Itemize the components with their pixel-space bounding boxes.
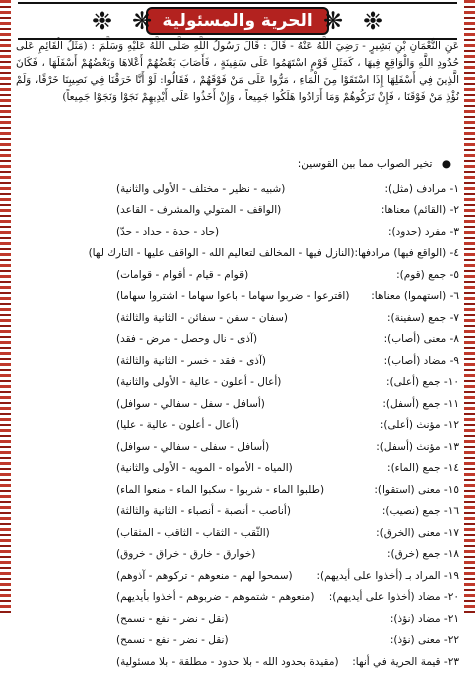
- answer-options: (مقيدة بحدود الله - بلا حدود - مطلقة - بلا مسئولية): [116, 655, 339, 668]
- question-row: [16, 479, 459, 501]
- decorative-border-left: [0, 0, 11, 616]
- bullet-icon: ●: [441, 158, 451, 170]
- answer-options: (المياه - الأمواه - المويه - الأولى والثانية): [116, 462, 293, 475]
- question-label: ٢١- مضاد (نؤذ):: [389, 612, 459, 625]
- question-row: [16, 587, 459, 609]
- question-row: [16, 415, 459, 437]
- question-row: [16, 372, 459, 394]
- question-label: ١- مرادف (مثل):: [384, 182, 459, 195]
- question-row: [16, 651, 459, 673]
- question-row: [16, 522, 459, 544]
- question-label: ٩- مضاد (أصاب):: [383, 354, 459, 367]
- answer-options: (قوام - قيام - أقوام - قوامات): [116, 268, 249, 281]
- answer-options: (سفان - سفن - سفائن - الثانية والثالثة): [116, 311, 289, 324]
- answer-options: (أعال - أعلون - عالية - الأولى والثانية): [116, 376, 282, 389]
- question-label: ١٤- جمع (الماء):: [387, 462, 459, 475]
- question-label: ٢٣- قيمة الحرية في أنها:: [352, 655, 459, 668]
- question-label: ٢٢- معنى (نؤذ):: [389, 634, 459, 647]
- ornament-icon: ❋: [131, 7, 153, 35]
- question-row: [16, 630, 459, 652]
- answer-options: (النازل فيها - المخالف لتعاليم الله - الواقف عليها - التارك لها): [88, 247, 355, 260]
- answer-options: (اقترعوا - ضربوا سهاما - باعوا سهاما - اشتروا سهاما): [116, 290, 350, 303]
- instruction: [298, 158, 451, 170]
- question-row: [16, 243, 459, 265]
- answer-options: (منعوهم - شتموهم - ضربوهم - أخذوا بأيديهم): [116, 591, 315, 604]
- question-label: ١٥- معنى (استقوا):: [374, 483, 459, 496]
- question-row: [16, 501, 459, 523]
- ornament-icon: ❋: [322, 7, 344, 35]
- ornament-icon: ❉: [362, 7, 384, 35]
- question-row: [16, 264, 459, 286]
- answer-options: (حاد - حدة - حداد - حدّ): [116, 225, 220, 238]
- question-label: ٨- معنى (أصاب):: [383, 333, 459, 346]
- question-label: ٦- (استهموا) معناها:: [371, 290, 459, 303]
- page-title: الحرية والمسئولية: [146, 7, 328, 35]
- answer-options: (الواقف - المتولي والمشرف - القاعد): [116, 204, 282, 217]
- question-row: [16, 608, 459, 630]
- question-row: [16, 178, 459, 200]
- answer-options: (أسافل - سفل - سفالي - سوافل): [116, 397, 265, 410]
- answer-options: (نقل - نضر - نفع - نسمح): [116, 634, 229, 647]
- instruction-text: تخير الصواب مما بين القوسين:: [297, 158, 433, 170]
- question-row: [16, 286, 459, 308]
- question-label: ٣- مفرد (حدود):: [388, 225, 459, 238]
- question-list: [16, 178, 459, 673]
- question-label: ٢- (القائم) معناها:: [380, 204, 459, 217]
- title-banner: [18, 2, 457, 40]
- question-row: [16, 544, 459, 566]
- question-row: [16, 329, 459, 351]
- decorative-border-right: [464, 0, 475, 616]
- question-row: [16, 393, 459, 415]
- question-label: ١٨- جمع (خرق):: [386, 548, 459, 561]
- hadith-text: عَنِ النُّعْمَانِ بْنِ بَشِيرٍ - رَضِيَ اللَّهُ عَنْهُ - قَالَ : قَالَ رَسُولُ اللَّهِ صَلَّى اللَّهُ عَلَيْهِ وَسَلَّمَ : (مَثَلُ الْقَائِمِ عَلَى حُدُودِ اللَّهِ وَالْوَاقِعِ فِيهَا ، كَمَثَلِ قَوْمٍ اسْتَهَمُوا عَلَى سَفِينَةٍ ، فَأَصَابَ بَعْضُهُمْ أَعْلاهَا وَبَعْضُهُمْ أَسْفَلَهَا ، فَكَانَ الَّذِينَ فِي أَسْفَلِهَا إِذَا اسْتَقَوْا مِنَ الْمَاءِ ، مَرُّوا عَلَى مَنْ فَوْقَهُمْ ، فَقَالُوا: لَوْ أَنَّا خَرَقْنَا فِي نَصِيبِنَا خَرْقًا، وَلَمْ نُؤْذِ مَنْ فَوْقَنَا ، فَإِنْ تَرَكُوهُمْ وَمَا أَرَادُوا هَلَكُوا جَمِيعاً ، وَإِنْ أَخَذُوا عَلَى أَيْدِيهِمْ نَجَوْا وَنَجَوْا جَمِيعاً): [16, 40, 459, 103]
- question-row: [16, 350, 459, 372]
- question-label: ١١- جمع (أسفل):: [382, 397, 459, 410]
- answer-options: (الثّقب - الثقاب - الثاقب - المثقاب): [116, 526, 270, 539]
- answer-options: (آذى - نال وحصل - مرض - فقد): [116, 333, 258, 346]
- question-row: [16, 221, 459, 243]
- question-label: ٢٠- مضاد (أخذوا على أيديهم):: [328, 591, 459, 604]
- answer-options: (أناصب - أنصبة - أنصباء - الثانية والثالثة): [116, 505, 291, 518]
- question-row: [16, 436, 459, 458]
- answer-options: (أعال - أعلون - عالية - عليا): [116, 419, 239, 432]
- answer-options: (أسافل - سفلى - سفالي - سوافل): [116, 440, 270, 453]
- question-row: [16, 458, 459, 480]
- answer-options: (آذى - فقد - خسر - الثانية والثالثة): [116, 354, 266, 367]
- answer-options: (خوارق - خارق - خراق - خروق): [116, 548, 256, 561]
- question-row: [16, 200, 459, 222]
- question-label: ١٣- مؤنث (أسفل):: [376, 440, 459, 453]
- question-label: ١٩- المراد بـ (أخذوا على أيديهم):: [316, 569, 459, 582]
- question-label: ٤- (الواقع فيها) مرادفها:: [354, 247, 459, 260]
- answer-options: (طلبوا الماء - شربوا - سكبوا الماء - منعوا الماء): [116, 483, 325, 496]
- question-row: [16, 307, 459, 329]
- answer-options: (سمحوا لهم - منعوهم - تركوهم - آذوهم): [116, 569, 293, 582]
- question-label: ٥- جمع (قوم):: [396, 268, 459, 281]
- ornament-icon: ❉: [91, 7, 113, 35]
- question-row: [16, 565, 459, 587]
- question-label: ١٠- جمع (أعلى):: [385, 376, 459, 389]
- question-label: ٧- جمع (سفينة):: [386, 311, 459, 324]
- question-label: ١٧- معنى (الخرق):: [376, 526, 459, 539]
- question-label: ١٦- جمع (نصيب):: [381, 505, 459, 518]
- answer-options: (شبيه - نظير - مختلف - الأولى والثانية): [116, 182, 286, 195]
- answer-options: (نقل - نضر - نفع - نسمح): [116, 612, 229, 625]
- question-label: ١٢- مؤنث (أعلى):: [379, 419, 459, 432]
